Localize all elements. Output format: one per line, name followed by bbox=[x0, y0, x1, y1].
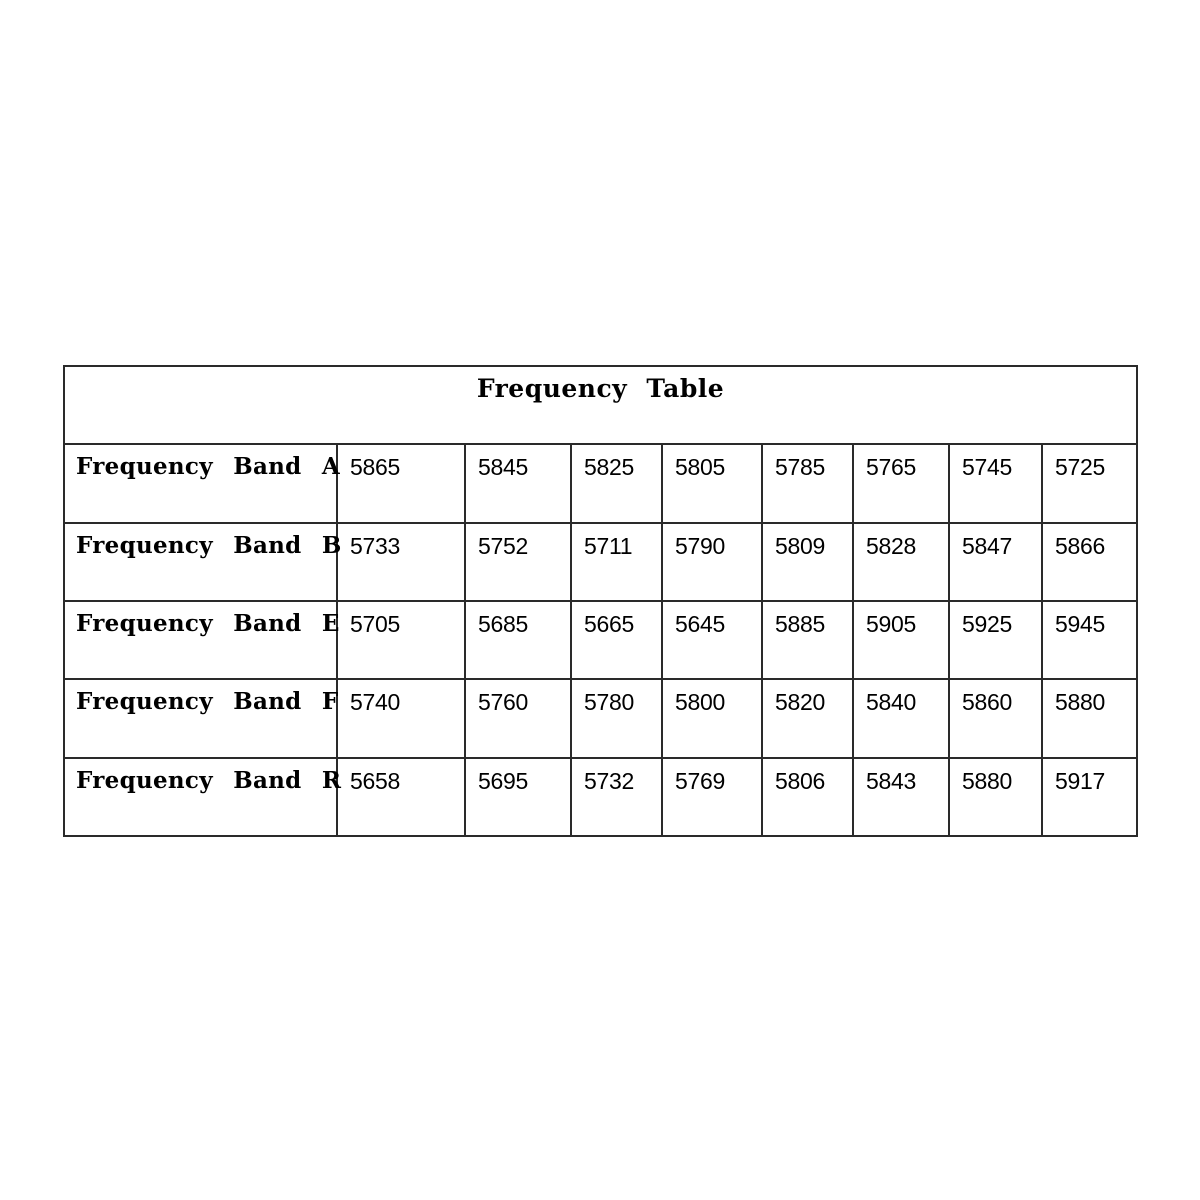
frequency-value-cell: 5685 bbox=[465, 601, 571, 679]
frequency-value-cell: 5806 bbox=[762, 758, 853, 836]
frequency-value-cell: 5745 bbox=[949, 444, 1042, 522]
frequency-value-cell: 5880 bbox=[1042, 679, 1137, 757]
frequency-value-cell: 5765 bbox=[853, 444, 949, 522]
band-label: Frequency Band B bbox=[64, 523, 337, 601]
frequency-value-cell: 5820 bbox=[762, 679, 853, 757]
frequency-value-cell: 5865 bbox=[337, 444, 465, 522]
table-row bbox=[64, 601, 1137, 679]
frequency-value-cell: 5866 bbox=[1042, 523, 1137, 601]
frequency-value-cell: 5945 bbox=[1042, 601, 1137, 679]
frequency-value-cell: 5790 bbox=[662, 523, 762, 601]
table-row bbox=[64, 444, 1137, 522]
frequency-value-cell: 5825 bbox=[571, 444, 662, 522]
frequency-value-cell: 5809 bbox=[762, 523, 853, 601]
frequency-table bbox=[63, 365, 1138, 837]
band-label: Frequency Band F bbox=[64, 679, 337, 757]
frequency-value-cell: 5843 bbox=[853, 758, 949, 836]
frequency-value-cell: 5845 bbox=[465, 444, 571, 522]
frequency-value-cell: 5740 bbox=[337, 679, 465, 757]
table-body bbox=[64, 366, 1137, 836]
frequency-value-cell: 5785 bbox=[762, 444, 853, 522]
frequency-value-cell: 5925 bbox=[949, 601, 1042, 679]
band-label: Frequency Band R bbox=[64, 758, 337, 836]
band-label: Frequency Band A bbox=[64, 444, 337, 522]
frequency-value-cell: 5733 bbox=[337, 523, 465, 601]
table-row bbox=[64, 523, 1137, 601]
frequency-value-cell: 5885 bbox=[762, 601, 853, 679]
frequency-value-cell: 5828 bbox=[853, 523, 949, 601]
frequency-value-cell: 5917 bbox=[1042, 758, 1137, 836]
frequency-value-cell: 5800 bbox=[662, 679, 762, 757]
frequency-value-cell: 5840 bbox=[853, 679, 949, 757]
frequency-value-cell: 5645 bbox=[662, 601, 762, 679]
frequency-value-cell: 5665 bbox=[571, 601, 662, 679]
frequency-value-cell: 5880 bbox=[949, 758, 1042, 836]
frequency-value-cell: 5752 bbox=[465, 523, 571, 601]
band-label: Frequency Band E bbox=[64, 601, 337, 679]
title-row bbox=[64, 366, 1137, 444]
frequency-value-cell: 5725 bbox=[1042, 444, 1137, 522]
frequency-value-cell: 5760 bbox=[465, 679, 571, 757]
frequency-value-cell: 5905 bbox=[853, 601, 949, 679]
frequency-value-cell: 5732 bbox=[571, 758, 662, 836]
table-title: Frequency Table bbox=[64, 366, 1137, 444]
frequency-value-cell: 5805 bbox=[662, 444, 762, 522]
frequency-value-cell: 5847 bbox=[949, 523, 1042, 601]
frequency-value-cell: 5860 bbox=[949, 679, 1042, 757]
frequency-value-cell: 5705 bbox=[337, 601, 465, 679]
frequency-value-cell: 5658 bbox=[337, 758, 465, 836]
frequency-value-cell: 5780 bbox=[571, 679, 662, 757]
frequency-value-cell: 5695 bbox=[465, 758, 571, 836]
frequency-value-cell: 5711 bbox=[571, 523, 662, 601]
table-row bbox=[64, 679, 1137, 757]
frequency-value-cell: 5769 bbox=[662, 758, 762, 836]
table-row bbox=[64, 758, 1137, 836]
